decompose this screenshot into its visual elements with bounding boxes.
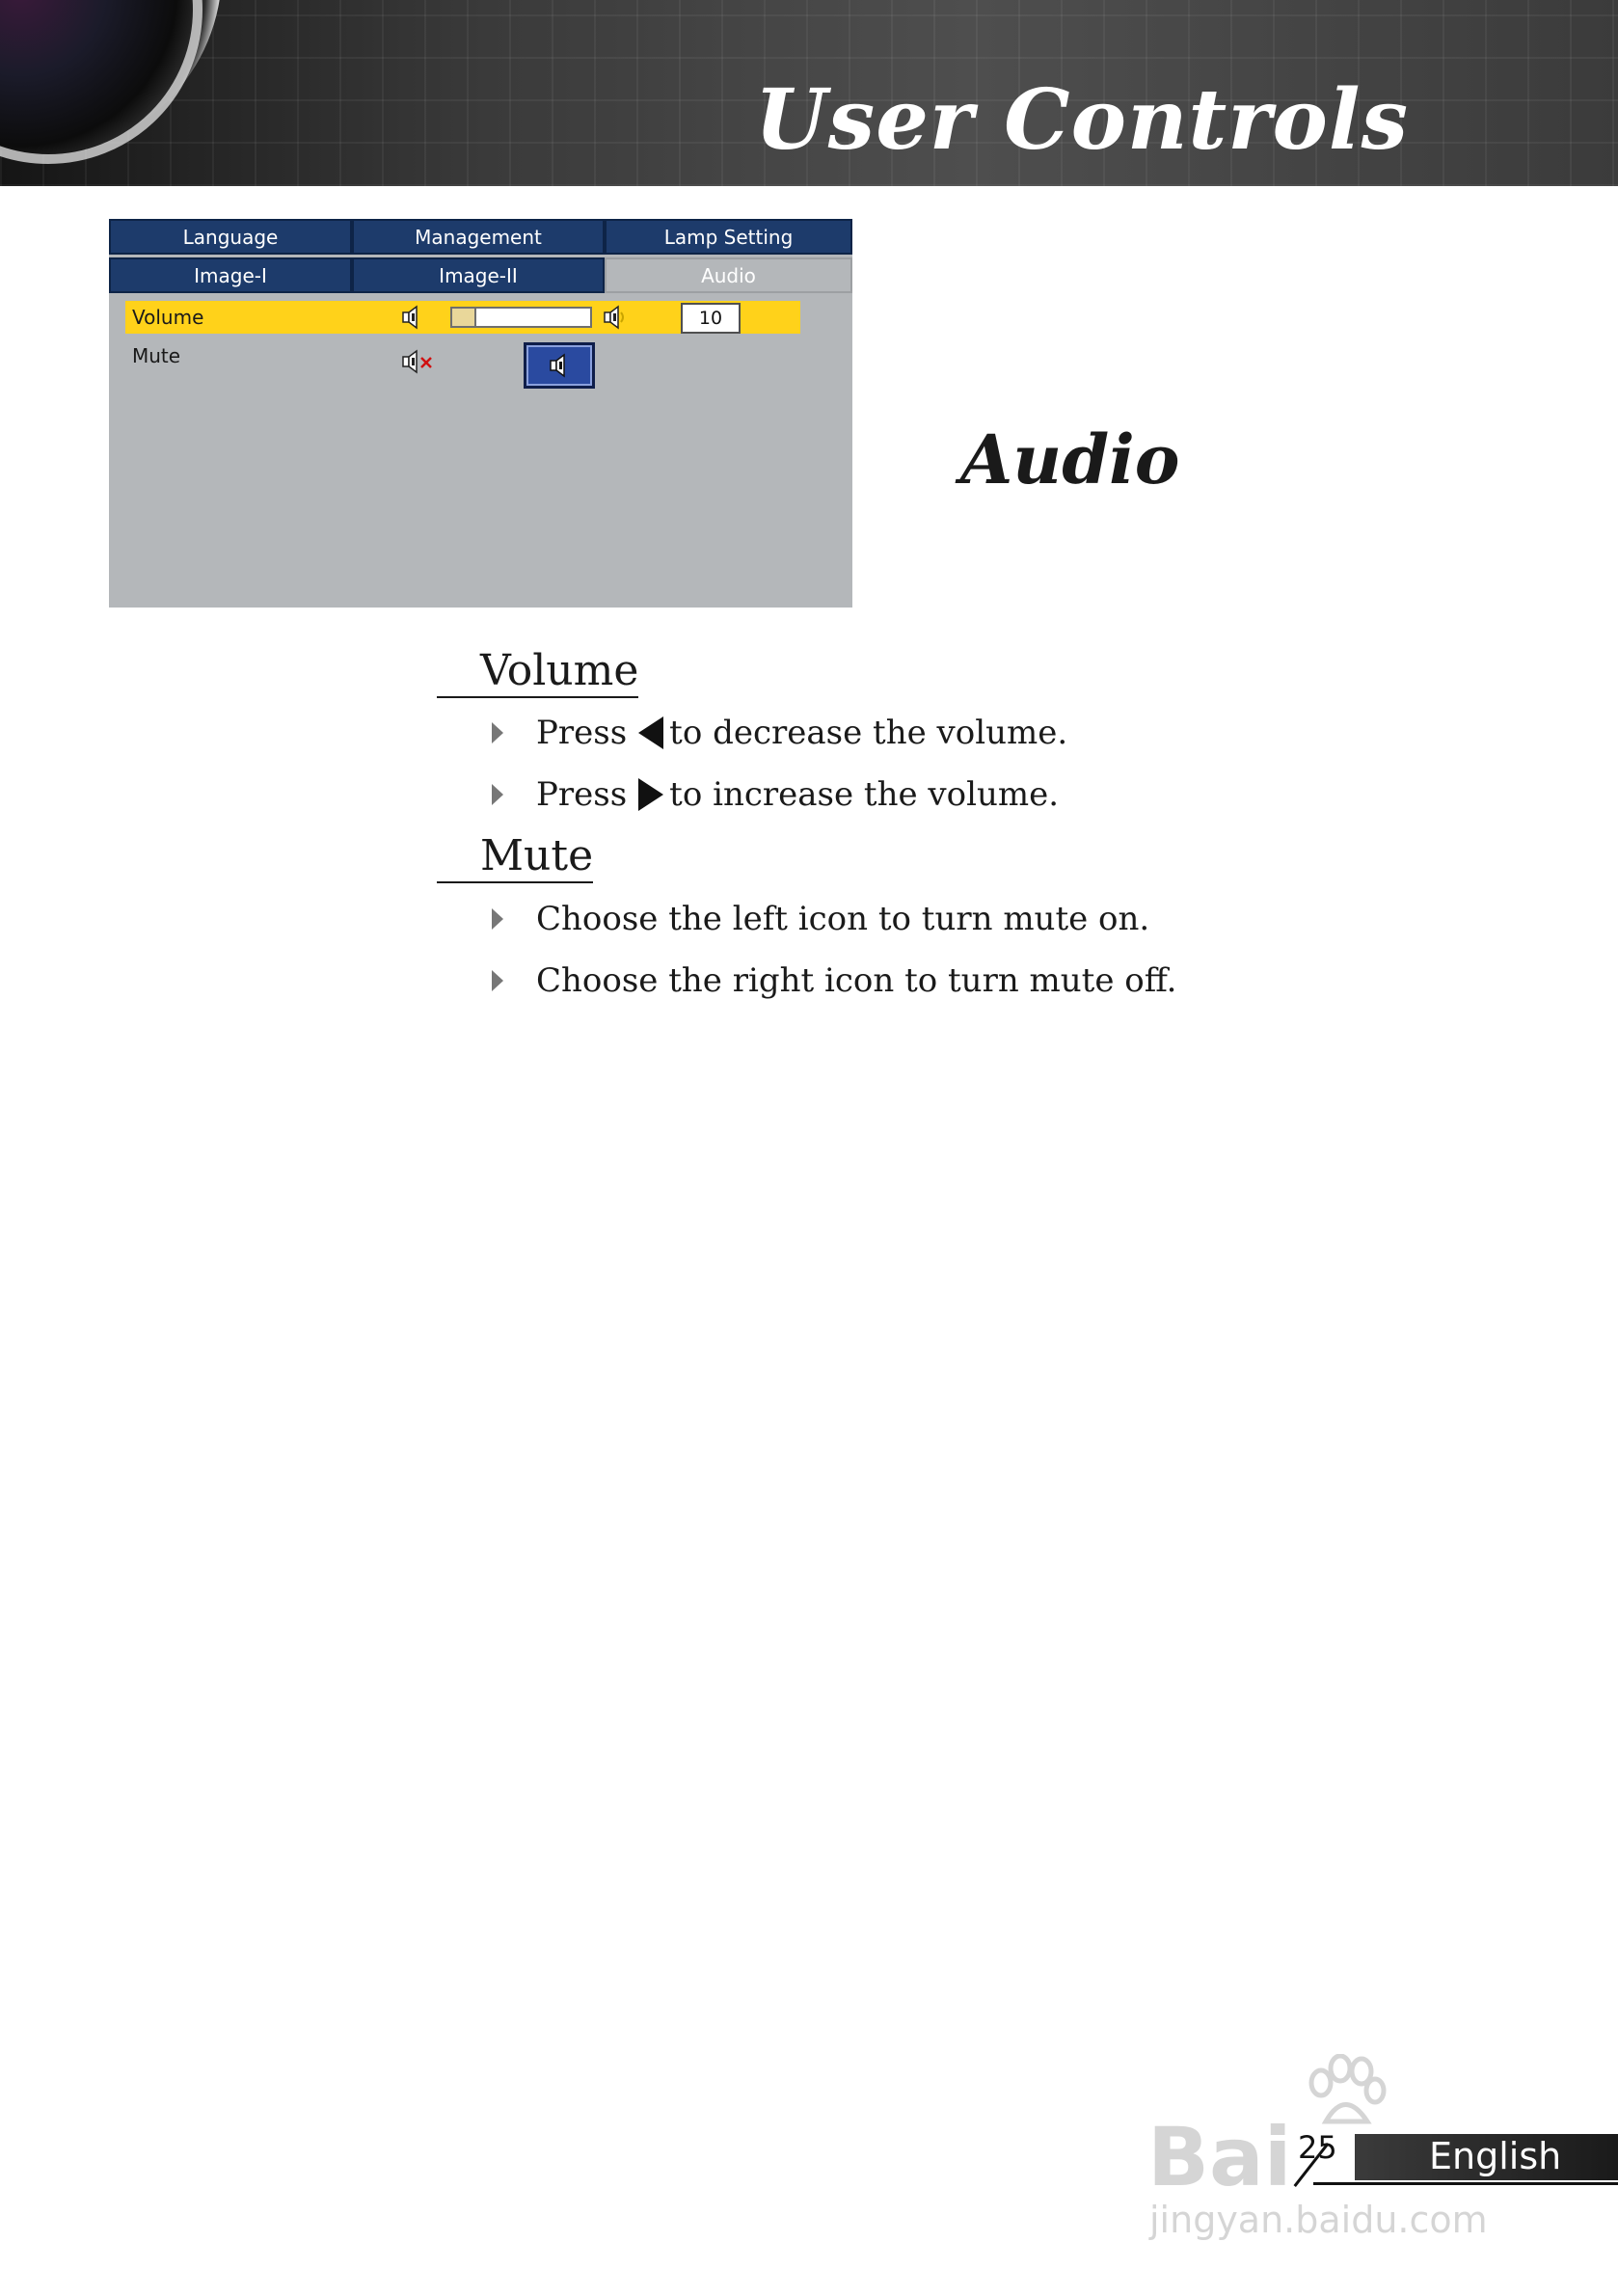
- mute-bullet-off: [492, 961, 1176, 1000]
- page-header: [0, 0, 1618, 186]
- footer-rule: [1313, 2182, 1618, 2185]
- volume-bullet-decrease: [492, 714, 1067, 752]
- watermark-brand: Bai: [1147, 2110, 1292, 2204]
- right-arrow-icon: [638, 778, 663, 811]
- volume-min-speaker-icon: [401, 305, 422, 330]
- tab-management[interactable]: Management: [352, 219, 605, 255]
- volume-slider-fill: [452, 309, 476, 326]
- bullet-pre-text: Press: [536, 775, 628, 814]
- volume-bullet-increase: [492, 775, 1059, 814]
- watermark-site: jingyan.baidu.com: [1149, 2199, 1488, 2241]
- mute-heading: Mute: [437, 831, 593, 883]
- volume-heading: Volume: [437, 646, 638, 698]
- lens-ring-graphic: [0, 0, 202, 164]
- tab-lamp-setting[interactable]: Lamp Setting: [605, 219, 852, 255]
- osd-menu: [109, 219, 852, 608]
- volume-slider[interactable]: [450, 307, 592, 328]
- volume-label: Volume: [132, 306, 204, 329]
- section-title: Audio: [960, 419, 1180, 500]
- tab-language[interactable]: Language: [109, 219, 352, 255]
- tab-audio[interactable]: Audio: [605, 257, 852, 293]
- header-title: User Controls: [754, 71, 1409, 169]
- footer-language: English: [1429, 2135, 1562, 2177]
- bullet-triangle-icon: [492, 908, 503, 930]
- bullet-text: Choose the right icon to turn mute off.: [536, 961, 1177, 1000]
- bullet-pre-text: Press: [536, 714, 628, 752]
- mute-label: Mute: [132, 344, 181, 367]
- bullet-text: Choose the left icon to turn mute on.: [536, 900, 1150, 938]
- bullet-post-text: to decrease the volume.: [669, 714, 1068, 752]
- tab-image-2[interactable]: Image-II: [352, 257, 605, 293]
- volume-value-box: 10: [681, 303, 741, 334]
- bullet-triangle-icon: [492, 970, 503, 991]
- mute-off-button[interactable]: [524, 342, 595, 389]
- bullet-post-text: to increase the volume.: [669, 775, 1060, 814]
- speaker-on-icon: [549, 353, 570, 378]
- mute-bullet-on: [492, 900, 1149, 938]
- tab-image-1[interactable]: Image-I: [109, 257, 352, 293]
- bullet-triangle-icon: [492, 784, 503, 805]
- page-number: 25: [1298, 2129, 1337, 2166]
- mute-on-speaker-icon[interactable]: [401, 349, 436, 374]
- left-arrow-icon: [638, 716, 663, 749]
- volume-max-speaker-icon: [603, 305, 630, 330]
- bullet-triangle-icon: [492, 722, 503, 743]
- paw-icon: [1302, 2054, 1389, 2131]
